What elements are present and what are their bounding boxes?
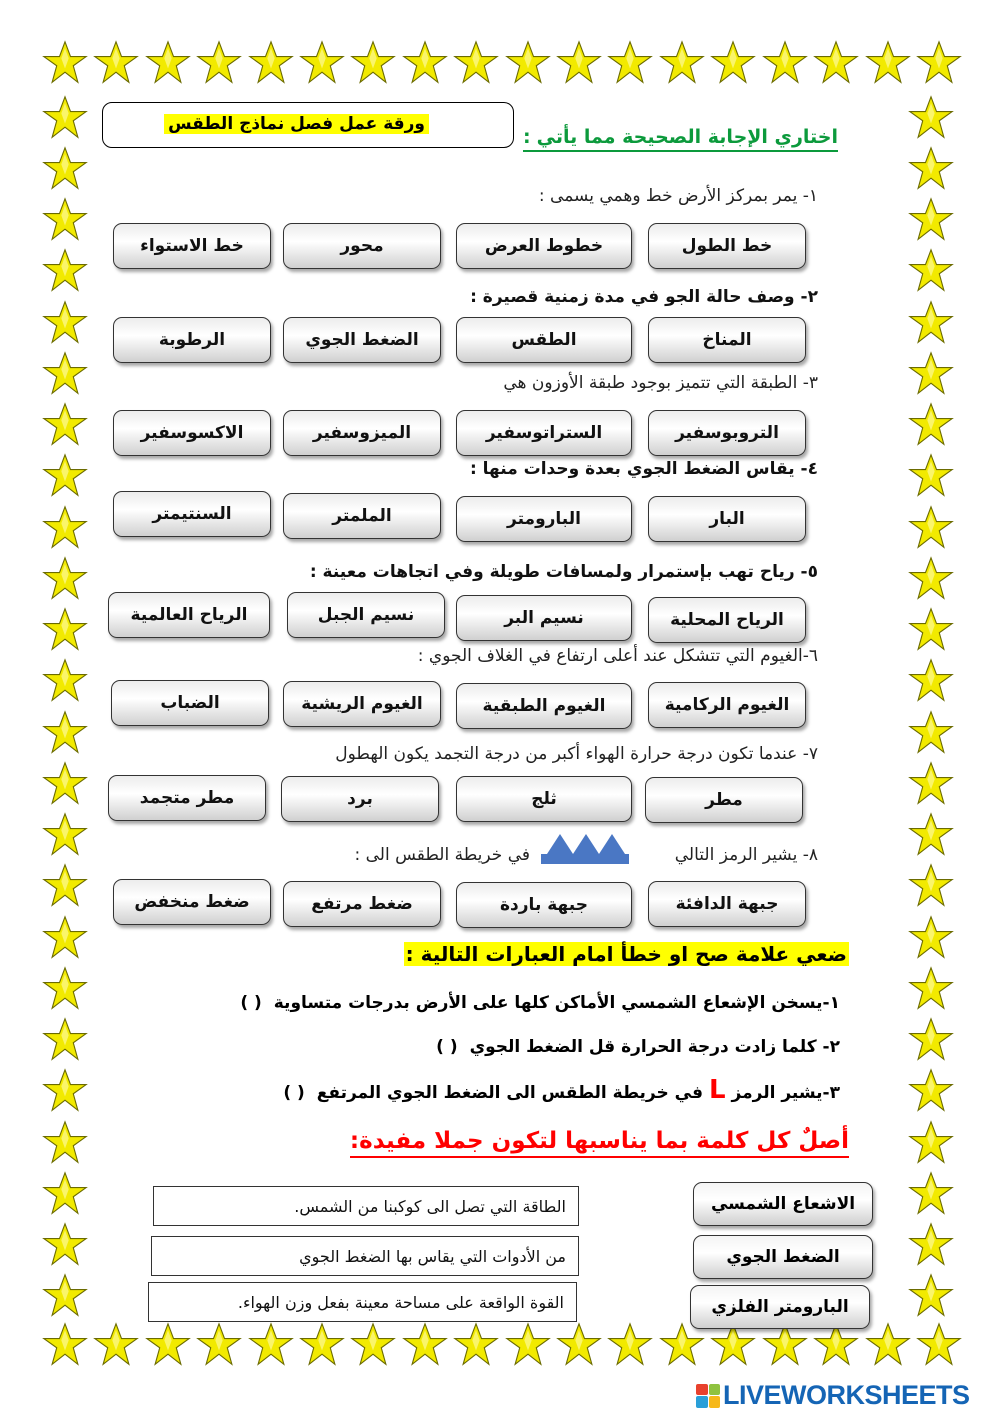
term-1[interactable]: الاشعاع الشمسي (693, 1182, 873, 1226)
star-icon (908, 1273, 954, 1319)
star-icon (916, 1322, 962, 1368)
star-icon (196, 40, 242, 86)
tf-statement-3-text-after: في خريطة الطقس الى الضغط الجوي المرتفع (316, 1083, 703, 1103)
star-icon (908, 1068, 954, 1114)
section1-instruction (523, 126, 838, 152)
star-icon (93, 1322, 139, 1368)
star-border-left (42, 92, 94, 1322)
star-icon (908, 812, 954, 858)
q4-option-1[interactable]: البار (648, 496, 806, 542)
star-icon (908, 197, 954, 243)
star-icon (453, 1322, 499, 1368)
star-icon (350, 1322, 396, 1368)
question-1: ١- يمر بمركز الأرض خط وهمي يسمى : (538, 186, 818, 206)
q5-option-3[interactable]: نسيم الجبل (287, 592, 445, 638)
star-icon (248, 1322, 294, 1368)
star-icon (908, 658, 954, 704)
star-icon (42, 300, 88, 346)
star-icon (813, 40, 859, 86)
q8-option-4[interactable]: ضغط منخفض (113, 879, 271, 925)
star-icon (42, 1222, 88, 1268)
star-icon (908, 761, 954, 807)
star-icon (42, 95, 88, 141)
question-3: ٣- الطبقة التي تتميز بوجود طبقة الأوزون هي (503, 373, 818, 393)
tf-statement-3-text-before: ٣-يشير الرمز (731, 1083, 840, 1103)
star-icon (145, 40, 191, 86)
liveworksheets-logo-icon (696, 1384, 720, 1408)
star-icon (299, 40, 345, 86)
star-icon (42, 1068, 88, 1114)
title-box (102, 102, 514, 148)
star-icon (505, 40, 551, 86)
star-icon (908, 863, 954, 909)
star-icon (908, 556, 954, 602)
term-2[interactable]: الضغط الجوي (693, 1235, 873, 1279)
star-icon (453, 40, 499, 86)
star-icon (607, 40, 653, 86)
brand-name: LIVEWORKSHEETS (723, 1380, 970, 1410)
tf-statement-1 (240, 993, 840, 1013)
star-border-right (908, 92, 960, 1322)
star-icon (916, 40, 962, 86)
q1-option-3[interactable]: محور (283, 223, 441, 269)
q1-option-1[interactable]: خط الطول (648, 223, 806, 269)
q4-option-3[interactable]: الملمتر (283, 493, 441, 539)
q7-option-2[interactable]: ثلج (456, 776, 632, 822)
star-icon (908, 1222, 954, 1268)
star-icon (42, 1017, 88, 1063)
star-icon (42, 966, 88, 1012)
star-icon (42, 146, 88, 192)
star-icon (908, 966, 954, 1012)
star-icon (908, 453, 954, 499)
star-icon (42, 402, 88, 448)
q3-option-4[interactable]: الاكسوسفير (113, 410, 271, 456)
star-icon (908, 915, 954, 961)
star-icon (908, 95, 954, 141)
star-icon (607, 1322, 653, 1368)
star-icon (402, 40, 448, 86)
star-icon (42, 40, 88, 86)
q7-option-1[interactable]: مطر (645, 777, 803, 823)
q5-option-2[interactable]: نسيم البر (456, 595, 632, 641)
tf-answer-2[interactable]: ( ) (436, 1037, 458, 1057)
section2-title-text: ضعي علامة صح او خطأ امام العبارات التالية : (405, 942, 847, 966)
q8-option-1[interactable]: جبهة الدافئة (648, 881, 806, 927)
star-icon (145, 1322, 191, 1368)
star-icon (42, 351, 88, 397)
tf-answer-1[interactable]: ( ) (240, 993, 262, 1013)
star-icon (402, 1322, 448, 1368)
question-7: ٧- عندما تكون درجة حرارة الهواء أكبر من درجة التجمد يكون الهطول (335, 744, 818, 764)
q5-option-4[interactable]: الرياح العالمية (108, 592, 270, 638)
q4-option-2[interactable]: البارومتر (456, 496, 632, 542)
section1-instruction-colon: : (523, 126, 531, 148)
section1-instruction-text: اختاري الإجابة الصحيحة مما يأتي (536, 126, 838, 148)
q7-option-4[interactable]: مطر متجمد (108, 775, 266, 821)
star-icon (505, 1322, 551, 1368)
tf-answer-3[interactable]: ( ) (283, 1083, 305, 1103)
star-icon (299, 1322, 345, 1368)
q3-option-1[interactable]: التروبوسفير (648, 410, 806, 456)
star-icon (196, 1322, 242, 1368)
question-5: ٥- رياح تهب بإستمرار ولمسافات طويلة وفي اتجاهات معينة : (309, 562, 818, 582)
cold-front-symbol (541, 832, 629, 866)
star-icon (865, 40, 911, 86)
q6-option-3[interactable]: الغيوم الريشية (283, 681, 441, 727)
star-icon (42, 505, 88, 551)
q6-option-1[interactable]: الغيوم الركامية (648, 682, 806, 728)
question-8-part-2: في خريطة الطقس الى : (354, 845, 530, 865)
star-icon (42, 863, 88, 909)
star-icon (908, 607, 954, 653)
star-icon (908, 300, 954, 346)
definition-3[interactable]: القوة الواقعة على مساحة معينة بفعل وزن الهواء. (148, 1282, 577, 1322)
section2-title (404, 942, 849, 966)
section3-title-colon: : (349, 1128, 360, 1154)
star-icon (350, 40, 396, 86)
star-icon (908, 351, 954, 397)
star-icon (908, 1017, 954, 1063)
star-icon (42, 1273, 88, 1319)
q2-option-2[interactable]: الطقس (456, 317, 632, 363)
q4-option-4[interactable]: السنتيمتر (113, 491, 271, 537)
q8-option-2[interactable]: جبهة باردة (456, 882, 632, 928)
star-icon (42, 658, 88, 704)
q2-option-3[interactable]: الضغط الجوي (283, 317, 441, 363)
star-icon (908, 710, 954, 756)
tf-statement-3 (283, 1075, 840, 1105)
star-icon (248, 40, 294, 86)
tf-statement-2 (436, 1037, 840, 1057)
star-icon (908, 248, 954, 294)
star-icon (42, 197, 88, 243)
star-icon (710, 40, 756, 86)
star-icon (42, 710, 88, 756)
worksheet-title: ورقة عمل فصل نماذج الطقس (164, 114, 429, 134)
star-icon (908, 402, 954, 448)
low-pressure-symbol: L (708, 1075, 726, 1105)
question-2: ٢- وصف حالة الجو في مدة زمنية قصيرة : (470, 287, 818, 307)
star-icon (42, 761, 88, 807)
question-6: ٦-الغيوم التي تتشكل عند أعلى ارتفاع في الغلاف الجوي : (417, 646, 818, 666)
q8-option-3[interactable]: ضغط مرتفع (283, 881, 441, 927)
q2-option-4[interactable]: الرطوبة (113, 317, 271, 363)
section3-title-text: أصلٌ كل كلمة بما يناسبها لتكون جملا مفيدة (359, 1128, 849, 1154)
star-icon (659, 40, 705, 86)
star-icon (556, 40, 602, 86)
tf-statement-1-text: ١-يسخن الإشعاع الشمسي الأماكن كلها على الأرض بدرجات متساوية (273, 993, 840, 1013)
star-icon (42, 248, 88, 294)
q3-option-2[interactable]: الستراتوسفير (456, 410, 632, 456)
star-icon (865, 1322, 911, 1368)
footer-brand (696, 1380, 970, 1411)
star-icon (42, 607, 88, 653)
question-8-part-1: ٨- يشير الرمز التالي (674, 845, 818, 865)
q7-option-3[interactable]: برد (281, 776, 439, 822)
star-border-bottom (42, 1322, 962, 1374)
q6-option-4[interactable]: الضباب (111, 680, 269, 726)
star-icon (42, 915, 88, 961)
star-icon (762, 40, 808, 86)
star-icon (556, 1322, 602, 1368)
q5-option-1[interactable]: الرياح المحلية (648, 597, 806, 643)
section3-title (350, 1128, 849, 1158)
term-3[interactable]: البارومتر الفلزي (690, 1285, 870, 1329)
star-icon (42, 1120, 88, 1166)
star-icon (42, 812, 88, 858)
q1-option-4[interactable]: خط الاستواء (113, 223, 271, 269)
star-icon (42, 1171, 88, 1217)
star-icon (908, 146, 954, 192)
q1-option-2[interactable]: خطوط العرض (456, 223, 632, 269)
q3-option-3[interactable]: الميزوسفير (283, 410, 441, 456)
star-icon (42, 556, 88, 602)
star-border-top (42, 40, 962, 92)
definition-2[interactable]: من الأدوات التي يقاس بها الضغط الجوي (151, 1236, 579, 1276)
star-icon (42, 1322, 88, 1368)
star-icon (42, 453, 88, 499)
q6-option-2[interactable]: الغيوم الطبقية (456, 683, 632, 729)
q2-option-1[interactable]: المناخ (648, 317, 806, 363)
star-icon (93, 40, 139, 86)
star-icon (908, 1120, 954, 1166)
star-icon (908, 1171, 954, 1217)
question-4: ٤- يقاس الضغط الجوي بعدة وحدات منها : (469, 459, 818, 479)
tf-statement-2-text: ٢- كلما زادت درجة الحرارة قل الضغط الجوي (469, 1037, 840, 1057)
star-icon (908, 505, 954, 551)
definition-1[interactable]: الطاقة التي تصل الى كوكبنا من الشمس. (153, 1186, 579, 1226)
